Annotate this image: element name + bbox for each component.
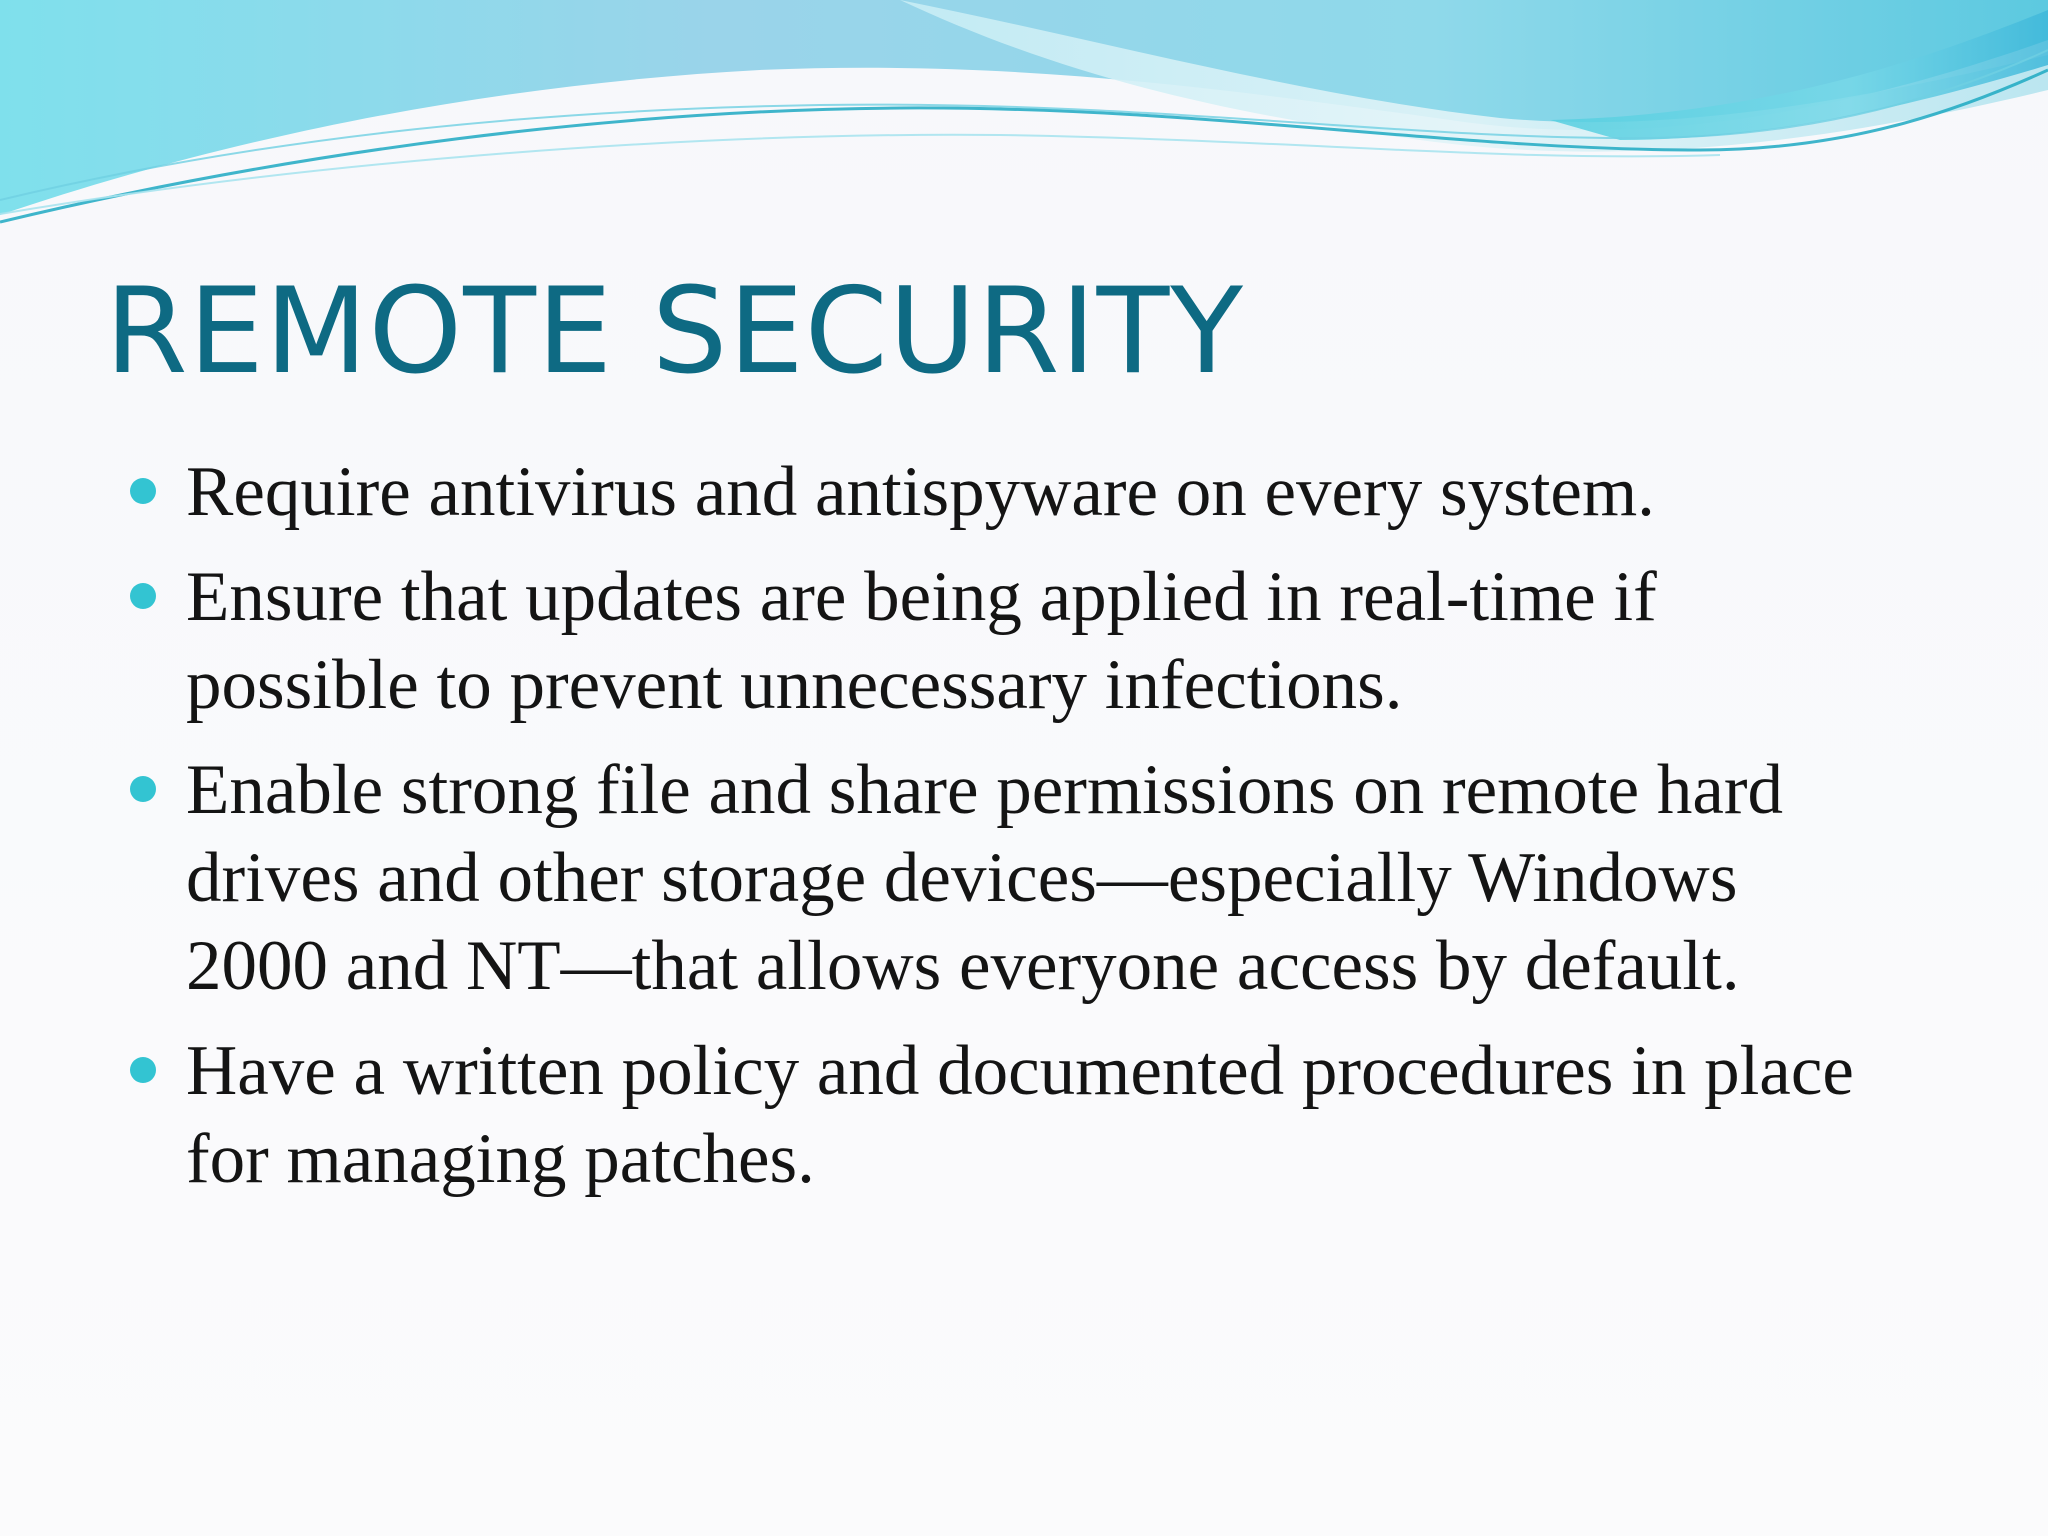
bullet-list xyxy=(130,448,1870,1220)
bullet-marker-icon xyxy=(130,583,156,609)
bullet-item xyxy=(130,746,1870,1010)
bullet-marker-icon xyxy=(130,478,156,504)
bullet-item xyxy=(130,448,1870,536)
bullet-text: Enable strong file and share permissions on remote hard drives and other storage devices—especially Windows 2000 and NT—that allows everyone access by default. xyxy=(186,751,1784,1005)
bullet-text: Require antivirus and antispyware on every system. xyxy=(186,453,1655,531)
bullet-text: Ensure that updates are being applied in real-time if possible to prevent unnecessary infections. xyxy=(186,558,1657,724)
bullet-item xyxy=(130,553,1870,729)
header-wave-decoration xyxy=(0,0,2048,240)
slide-title: REMOTE SECURITY xyxy=(105,263,1244,401)
bullet-marker-icon xyxy=(130,1057,156,1083)
bullet-item xyxy=(130,1027,1870,1203)
bullet-text: Have a written policy and documented procedures in place for managing patches. xyxy=(186,1032,1854,1198)
bullet-marker-icon xyxy=(130,776,156,802)
